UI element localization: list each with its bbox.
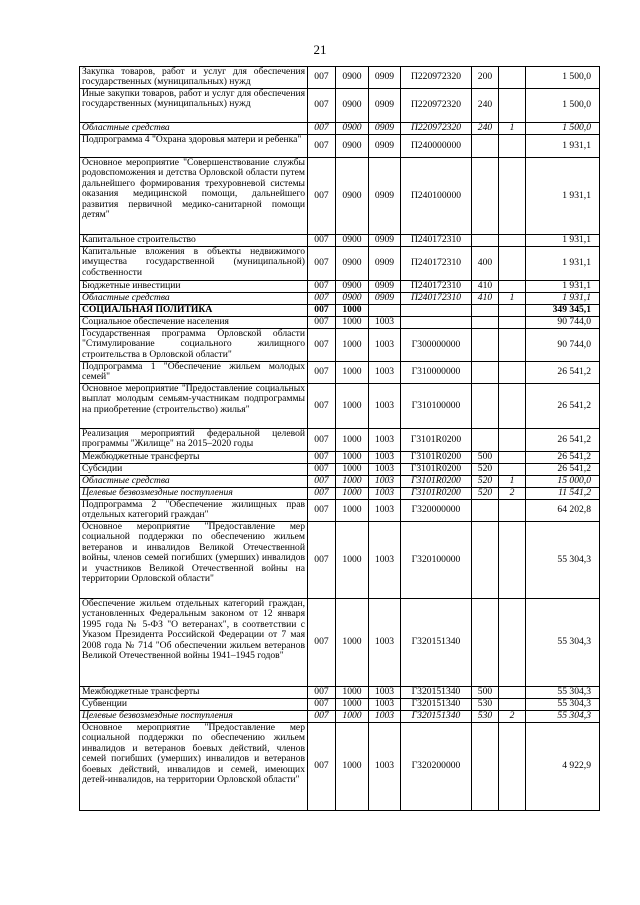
- cell-name: Основное мероприятие "Совершенствование службы родовспоможения и детства Орловской области путем дальнейшего формирования трехуровневой системы оказания медицинской помощи, дальнейшего развития первичной медико-санитарной помощи детям": [80, 158, 308, 235]
- cell-grbs: 007: [308, 476, 336, 488]
- cell-name: Основное мероприятие "Предоставление мер социальной поддержки по обеспечению жильем ветеранов и инвалидов Великой Отечественной войны, членов семей погибших (умерших) инвалидов и участников Великой Отечественной войны на территории Орловской области": [80, 522, 308, 599]
- cell-grbs: 007: [308, 452, 336, 464]
- cell-subsection: 1003: [369, 464, 401, 476]
- cell-source: 2: [499, 711, 526, 723]
- cell-expense-type: [472, 599, 499, 687]
- cell-grbs: 007: [308, 522, 336, 599]
- cell-grbs: 007: [308, 158, 336, 235]
- cell-grbs: 007: [308, 429, 336, 452]
- table-row: [80, 305, 600, 317]
- cell-subsection: 0909: [369, 67, 401, 89]
- cell-amount: 349 345,1: [526, 305, 600, 317]
- cell-amount: 64 202,8: [526, 500, 600, 522]
- table-row: [80, 123, 600, 135]
- cell-subsection: 1003: [369, 711, 401, 723]
- cell-grbs: 007: [308, 135, 336, 158]
- cell-section: 1000: [336, 384, 369, 429]
- cell-amount: 1 500,0: [526, 123, 600, 135]
- cell-source: 2: [499, 488, 526, 500]
- cell-section: 1000: [336, 452, 369, 464]
- cell-expense-type: 500: [472, 452, 499, 464]
- cell-expense-type: [472, 384, 499, 429]
- cell-target-article: Г320151340: [401, 711, 472, 723]
- cell-amount: 26 541,2: [526, 362, 600, 384]
- table-row: [80, 488, 600, 500]
- cell-subsection: 0909: [369, 123, 401, 135]
- cell-target-article: П240172310: [401, 235, 472, 247]
- cell-name: Межбюджетные трансферты: [80, 687, 308, 699]
- cell-source: [499, 723, 526, 811]
- table-row: [80, 235, 600, 247]
- cell-subsection: 1003: [369, 599, 401, 687]
- cell-source: [499, 699, 526, 711]
- cell-expense-type: [472, 305, 499, 317]
- cell-amount: 90 744,0: [526, 317, 600, 329]
- cell-source: 1: [499, 123, 526, 135]
- cell-target-article: Г320151340: [401, 599, 472, 687]
- cell-section: 0900: [336, 135, 369, 158]
- cell-grbs: 007: [308, 317, 336, 329]
- cell-name: Реализация мероприятий федеральной целевой программы "Жилище" на 2015–2020 годы: [80, 429, 308, 452]
- cell-source: [499, 67, 526, 89]
- cell-name: Обеспечение жильем отдельных категорий граждан, установленных Федеральным законом от 12 января 1995 года № 5-ФЗ "О ветеранах", в соответствии с Указом Президента Российской Федерации от 7 мая 2008 года № 714 "Об обеспечении жильем ветеранов Великой Отечественной войны 1941–1945 годов": [80, 599, 308, 687]
- cell-grbs: 007: [308, 329, 336, 362]
- table-row: [80, 500, 600, 522]
- cell-grbs: 007: [308, 123, 336, 135]
- cell-amount: 1 931,1: [526, 135, 600, 158]
- cell-subsection: 1003: [369, 329, 401, 362]
- cell-grbs: 007: [308, 235, 336, 247]
- cell-grbs: 007: [308, 687, 336, 699]
- cell-source: [499, 329, 526, 362]
- cell-subsection: 1003: [369, 429, 401, 452]
- cell-section: 1000: [336, 687, 369, 699]
- cell-target-article: Г3101R0200: [401, 452, 472, 464]
- cell-expense-type: 410: [472, 293, 499, 305]
- cell-target-article: Г3101R0200: [401, 488, 472, 500]
- cell-subsection: 1003: [369, 362, 401, 384]
- cell-expense-type: 200: [472, 67, 499, 89]
- cell-grbs: 007: [308, 362, 336, 384]
- cell-subsection: [369, 305, 401, 317]
- table-row: [80, 687, 600, 699]
- cell-amount: 55 304,3: [526, 699, 600, 711]
- cell-section: 0900: [336, 89, 369, 123]
- budget-table: [79, 66, 600, 811]
- cell-target-article: П220972320: [401, 67, 472, 89]
- table-row: [80, 476, 600, 488]
- cell-subsection: 1003: [369, 723, 401, 811]
- cell-amount: 1 931,1: [526, 158, 600, 235]
- cell-expense-type: 410: [472, 281, 499, 293]
- cell-name: Закупка товаров, работ и услуг для обеспечения государственных (муниципальных) нужд: [80, 67, 308, 89]
- cell-subsection: 1003: [369, 687, 401, 699]
- cell-subsection: 0909: [369, 293, 401, 305]
- table-row: [80, 158, 600, 235]
- cell-expense-type: 500: [472, 687, 499, 699]
- cell-expense-type: 400: [472, 247, 499, 281]
- cell-section: 1000: [336, 305, 369, 317]
- cell-amount: 1 500,0: [526, 67, 600, 89]
- cell-subsection: 1003: [369, 522, 401, 599]
- cell-expense-type: 520: [472, 464, 499, 476]
- cell-grbs: 007: [308, 305, 336, 317]
- cell-grbs: 007: [308, 723, 336, 811]
- cell-subsection: 0909: [369, 89, 401, 123]
- cell-section: 1000: [336, 362, 369, 384]
- cell-section: 1000: [336, 500, 369, 522]
- cell-target-article: Г3101R0200: [401, 429, 472, 452]
- cell-target-article: П240172310: [401, 293, 472, 305]
- table-row: [80, 362, 600, 384]
- cell-target-article: Г320000000: [401, 500, 472, 522]
- cell-source: [499, 281, 526, 293]
- cell-section: 1000: [336, 464, 369, 476]
- cell-amount: 1 931,1: [526, 281, 600, 293]
- cell-expense-type: 240: [472, 89, 499, 123]
- cell-target-article: [401, 317, 472, 329]
- cell-subsection: 1003: [369, 699, 401, 711]
- cell-amount: 1 931,1: [526, 235, 600, 247]
- cell-name: Областные средства: [80, 476, 308, 488]
- cell-name: Субсидии: [80, 464, 308, 476]
- cell-section: 0900: [336, 235, 369, 247]
- cell-section: 1000: [336, 699, 369, 711]
- cell-section: 1000: [336, 522, 369, 599]
- cell-source: [499, 599, 526, 687]
- cell-expense-type: 530: [472, 711, 499, 723]
- cell-amount: 1 500,0: [526, 89, 600, 123]
- cell-expense-type: [472, 135, 499, 158]
- cell-subsection: 1003: [369, 488, 401, 500]
- cell-target-article: Г3101R0200: [401, 476, 472, 488]
- cell-name: Целевые безвозмездные поступления: [80, 488, 308, 500]
- cell-target-article: П240000000: [401, 135, 472, 158]
- cell-section: 1000: [336, 329, 369, 362]
- cell-source: [499, 500, 526, 522]
- cell-grbs: 007: [308, 500, 336, 522]
- cell-expense-type: [472, 329, 499, 362]
- cell-name: Областные средства: [80, 293, 308, 305]
- cell-grbs: 007: [308, 67, 336, 89]
- cell-amount: 55 304,3: [526, 711, 600, 723]
- table-row: [80, 329, 600, 362]
- cell-amount: 55 304,3: [526, 522, 600, 599]
- cell-source: [499, 452, 526, 464]
- cell-section: 0900: [336, 123, 369, 135]
- cell-section: 1000: [336, 317, 369, 329]
- cell-section: 1000: [336, 711, 369, 723]
- cell-target-article: Г310100000: [401, 384, 472, 429]
- cell-grbs: 007: [308, 384, 336, 429]
- cell-section: 1000: [336, 488, 369, 500]
- cell-expense-type: 520: [472, 488, 499, 500]
- cell-section: 1000: [336, 599, 369, 687]
- cell-expense-type: [472, 500, 499, 522]
- table-body: [80, 67, 600, 811]
- cell-target-article: Г3101R0200: [401, 464, 472, 476]
- cell-subsection: 0909: [369, 247, 401, 281]
- cell-name: Основное мероприятие "Предоставление мер социальной поддержки по обеспечению жильем инвалидов и ветеранов боевых действий, членов семей погибших (умерших) инвалидов и ветеранов боевых действий, инвалидов и семей, имеющих детей-инвалидов, на территории Орловской области": [80, 723, 308, 811]
- cell-name: Подпрограмма 2 "Обеспечение жилищных прав отдельных категорий граждан": [80, 500, 308, 522]
- table-row: [80, 281, 600, 293]
- table-row: [80, 723, 600, 811]
- table-row: [80, 89, 600, 123]
- cell-grbs: 007: [308, 488, 336, 500]
- cell-source: [499, 464, 526, 476]
- page-number: 21: [313, 42, 327, 57]
- table-row: [80, 67, 600, 89]
- cell-source: [499, 429, 526, 452]
- cell-expense-type: [472, 522, 499, 599]
- cell-subsection: 1003: [369, 317, 401, 329]
- cell-subsection: 0909: [369, 158, 401, 235]
- cell-amount: 90 744,0: [526, 329, 600, 362]
- table-row: [80, 464, 600, 476]
- cell-amount: 1 931,1: [526, 293, 600, 305]
- table-row: [80, 711, 600, 723]
- cell-subsection: 0909: [369, 281, 401, 293]
- cell-section: 0900: [336, 67, 369, 89]
- cell-target-article: Г300000000: [401, 329, 472, 362]
- cell-name: Социальное обеспечение населения: [80, 317, 308, 329]
- cell-section: 0900: [336, 247, 369, 281]
- cell-grbs: 007: [308, 464, 336, 476]
- cell-expense-type: [472, 235, 499, 247]
- cell-amount: 26 541,2: [526, 464, 600, 476]
- cell-expense-type: 530: [472, 699, 499, 711]
- cell-section: 0900: [336, 158, 369, 235]
- cell-section: 1000: [336, 723, 369, 811]
- cell-source: [499, 89, 526, 123]
- table-row: [80, 599, 600, 687]
- cell-name: Областные средства: [80, 123, 308, 135]
- table-row: [80, 293, 600, 305]
- cell-grbs: 007: [308, 711, 336, 723]
- cell-source: [499, 305, 526, 317]
- cell-target-article: П240172310: [401, 281, 472, 293]
- cell-subsection: 1003: [369, 384, 401, 429]
- cell-amount: 26 541,2: [526, 384, 600, 429]
- cell-grbs: 007: [308, 281, 336, 293]
- cell-name: Бюджетные инвестиции: [80, 281, 308, 293]
- cell-name: Капитальные вложения в объекты недвижимого имущества государственной (муниципальной) собственности: [80, 247, 308, 281]
- cell-name: Подпрограмма 4 "Охрана здоровья матери и ребенка": [80, 135, 308, 158]
- cell-amount: 26 541,2: [526, 452, 600, 464]
- cell-target-article: Г310000000: [401, 362, 472, 384]
- cell-name: Иные закупки товаров, работ и услуг для обеспечения государственных (муниципальных) нужд: [80, 89, 308, 123]
- cell-source: [499, 384, 526, 429]
- cell-source: [499, 158, 526, 235]
- cell-expense-type: 520: [472, 476, 499, 488]
- cell-expense-type: [472, 723, 499, 811]
- cell-expense-type: [472, 429, 499, 452]
- cell-subsection: 1003: [369, 476, 401, 488]
- cell-name: Капитальное строительство: [80, 235, 308, 247]
- cell-amount: 11 541,2: [526, 488, 600, 500]
- cell-subsection: 0909: [369, 235, 401, 247]
- cell-subsection: 1003: [369, 500, 401, 522]
- cell-section: 1000: [336, 429, 369, 452]
- cell-name: СОЦИАЛЬНАЯ ПОЛИТИКА: [80, 305, 308, 317]
- cell-subsection: 1003: [369, 452, 401, 464]
- cell-name: Межбюджетные трансферты: [80, 452, 308, 464]
- cell-amount: 4 922,9: [526, 723, 600, 811]
- cell-target-article: П240100000: [401, 158, 472, 235]
- cell-source: [499, 247, 526, 281]
- cell-source: [499, 687, 526, 699]
- cell-grbs: 007: [308, 247, 336, 281]
- table-row: [80, 452, 600, 464]
- cell-amount: 55 304,3: [526, 599, 600, 687]
- cell-target-article: П220972320: [401, 89, 472, 123]
- cell-source: 1: [499, 293, 526, 305]
- cell-amount: 26 541,2: [526, 429, 600, 452]
- cell-source: [499, 135, 526, 158]
- cell-source: 1: [499, 476, 526, 488]
- cell-subsection: 0909: [369, 135, 401, 158]
- cell-expense-type: [472, 362, 499, 384]
- table-row: [80, 384, 600, 429]
- cell-target-article: [401, 305, 472, 317]
- cell-amount: 15 000,0: [526, 476, 600, 488]
- cell-target-article: Г320200000: [401, 723, 472, 811]
- cell-target-article: Г320151340: [401, 699, 472, 711]
- cell-source: [499, 317, 526, 329]
- cell-name: Целевые безвозмездные поступления: [80, 711, 308, 723]
- cell-section: 0900: [336, 293, 369, 305]
- table-row: [80, 429, 600, 452]
- table-row: [80, 522, 600, 599]
- cell-source: [499, 522, 526, 599]
- cell-target-article: П240172310: [401, 247, 472, 281]
- cell-grbs: 007: [308, 89, 336, 123]
- cell-grbs: 007: [308, 699, 336, 711]
- cell-section: 0900: [336, 281, 369, 293]
- cell-name: Субвенции: [80, 699, 308, 711]
- table-row: [80, 247, 600, 281]
- cell-source: [499, 235, 526, 247]
- cell-amount: 1 931,1: [526, 247, 600, 281]
- table-row: [80, 135, 600, 158]
- cell-grbs: 007: [308, 293, 336, 305]
- cell-source: [499, 362, 526, 384]
- table-row: [80, 699, 600, 711]
- cell-name: Подпрограмма 1 "Обеспечение жильем молодых семей": [80, 362, 308, 384]
- cell-expense-type: 240: [472, 123, 499, 135]
- cell-amount: 55 304,3: [526, 687, 600, 699]
- cell-target-article: П220972320: [401, 123, 472, 135]
- cell-expense-type: [472, 158, 499, 235]
- cell-name: Основное мероприятие "Предоставление социальных выплат молодым семьям-участникам подпрограммы на приобретение (строительство) жилья": [80, 384, 308, 429]
- cell-name: Государственная программа Орловской области "Стимулирование социального жилищного строительства в Орловской области": [80, 329, 308, 362]
- cell-target-article: Г320151340: [401, 687, 472, 699]
- cell-section: 1000: [336, 476, 369, 488]
- table-row: [80, 317, 600, 329]
- cell-target-article: Г320100000: [401, 522, 472, 599]
- cell-grbs: 007: [308, 599, 336, 687]
- cell-expense-type: [472, 317, 499, 329]
